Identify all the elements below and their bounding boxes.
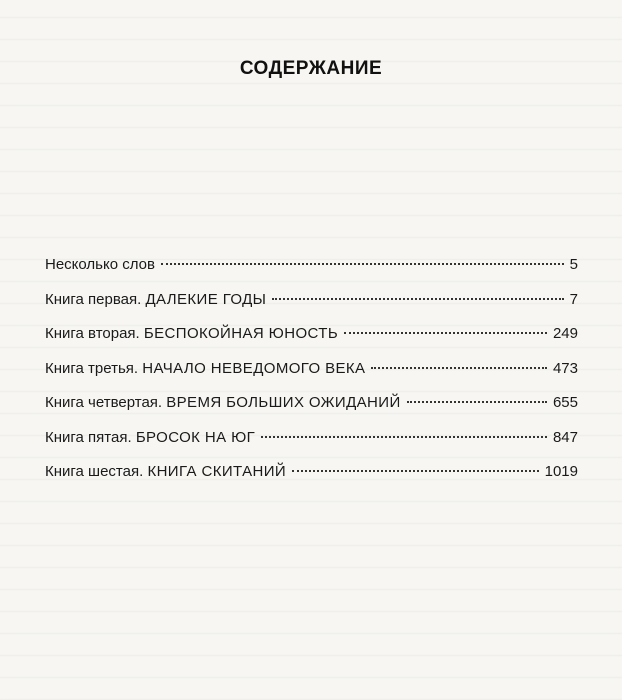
toc-entry-prefix: Книга пятая. (45, 428, 136, 446)
toc-entry-book-4 (45, 394, 578, 429)
toc-page-number: 249 (552, 325, 578, 342)
toc-entry-book-5 (45, 429, 578, 464)
toc-entry-heading: БРОСОК НА ЮГ (135, 428, 256, 446)
toc-leader-dots (261, 436, 547, 438)
toc-page-number: 473 (552, 359, 578, 377)
table-of-contents (45, 256, 578, 498)
toc-entry-label (45, 463, 286, 480)
toc-entry-label (45, 360, 365, 377)
toc-leader-dots (272, 298, 563, 300)
toc-entry-heading: БЕСПОКОЙНАЯ ЮНОСТЬ (143, 325, 339, 342)
toc-entry-heading: ДАЛЕКИЕ ГОДЫ (145, 290, 267, 308)
toc-entry-prefix: Книга третья. (45, 359, 143, 377)
toc-entry-label (45, 429, 255, 446)
toc-entry-book-3 (45, 360, 578, 395)
toc-entry-prefix: Несколько слов (45, 256, 155, 273)
toc-entry-heading: КНИГА СКИТАНИЙ (147, 463, 287, 480)
toc-entry-label (45, 394, 401, 411)
toc-entry-intro (45, 256, 578, 291)
toc-entry-prefix: Книга первая. (45, 290, 146, 308)
toc-entry-heading: ВРЕМЯ БОЛЬШИХ ОЖИДАНИЙ (166, 394, 401, 411)
toc-entry-heading: НАЧАЛО НЕВЕДОМОГО ВЕКА (142, 359, 366, 377)
toc-page-number: 655 (552, 394, 578, 411)
toc-entry-label (45, 325, 338, 342)
toc-leader-dots (161, 263, 564, 265)
toc-leader-dots (371, 367, 547, 369)
toc-page-number: 1019 (544, 463, 578, 480)
toc-entry-book-1 (45, 291, 578, 326)
toc-entry-prefix: Книга четвертая. (45, 394, 167, 411)
page-title: СОДЕРЖАНИЕ (239, 58, 383, 79)
toc-leader-dots (407, 401, 547, 403)
toc-leader-dots (344, 332, 547, 334)
toc-entry-label (45, 256, 155, 273)
toc-entry-prefix: Книга вторая. (45, 325, 144, 342)
toc-entry-book-6 (45, 463, 578, 498)
toc-page-number: 5 (569, 256, 578, 273)
toc-entry-book-2 (45, 325, 578, 360)
toc-entry-prefix: Книга шестая. (45, 463, 148, 480)
toc-entry-label (45, 291, 266, 308)
toc-page-number: 7 (569, 290, 578, 308)
toc-leader-dots (292, 470, 539, 472)
toc-page-number: 847 (552, 428, 578, 446)
